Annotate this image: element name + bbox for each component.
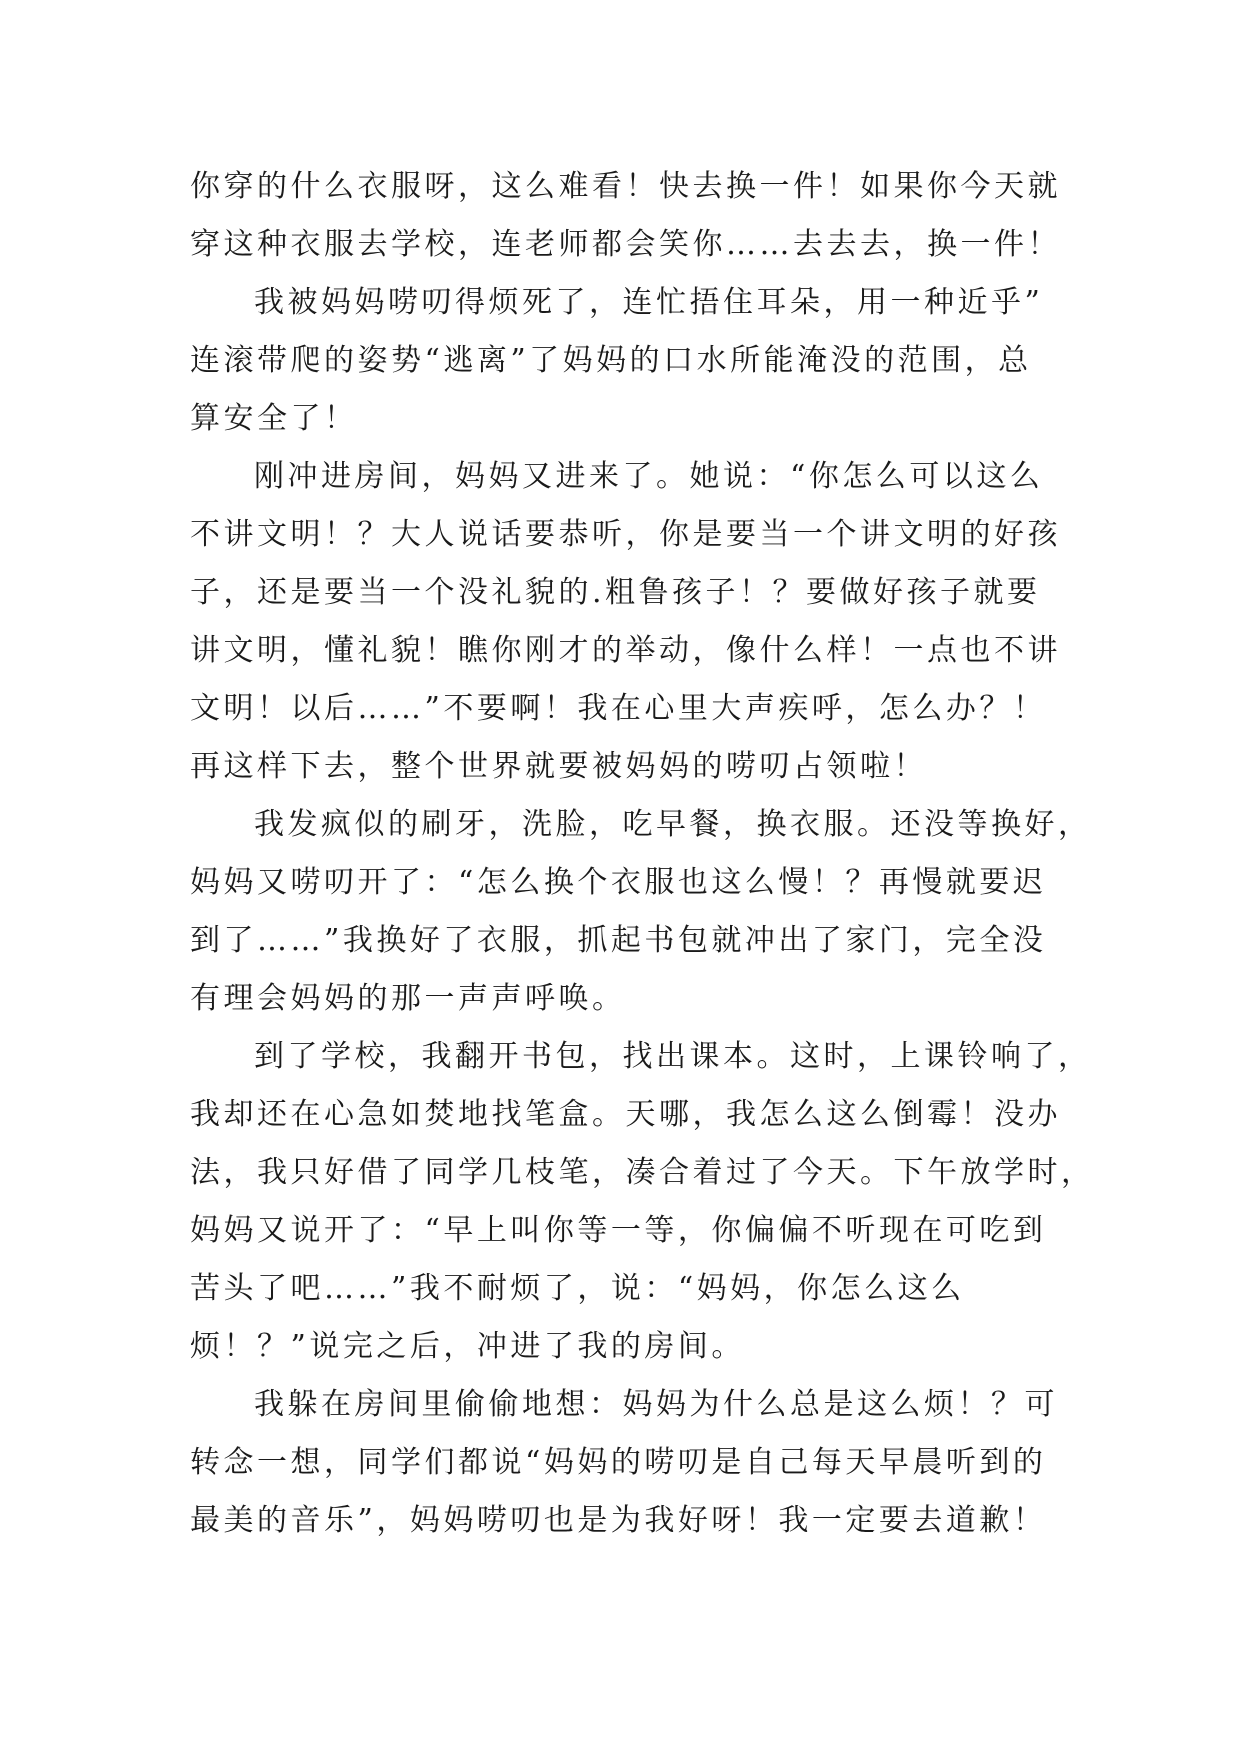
text-line: 苦头了吧……”我不耐烦了，说：“妈妈，你怎么这么 bbox=[190, 1271, 965, 1306]
text-line: 穿这种衣服去学校，连老师都会笑你……去去去，换一件！ bbox=[190, 227, 1061, 262]
paragraph-first-line: 我被妈妈唠叨得烦死了，连忙捂住耳朵，用一种近乎” bbox=[254, 285, 1044, 320]
text-line: 烦！？”说完之后，冲进了我的房间。 bbox=[190, 1329, 745, 1364]
text-line: 有理会妈妈的那一声声呼唤。 bbox=[190, 981, 626, 1016]
text-line: 到了……”我换好了衣服，抓起书包就冲出了家门，完全没 bbox=[190, 923, 1047, 958]
text-line: 你穿的什么衣服呀，这么难看！快去换一件！如果你今天就 bbox=[190, 169, 1061, 204]
paragraph-first-line: 刚冲进房间，妈妈又进来了。她说：“你怎么可以这么 bbox=[254, 459, 1044, 494]
text-line: 不讲文明！？大人说话要恭听，你是要当一个讲文明的好孩 bbox=[190, 517, 1061, 552]
text-line: 转念一想，同学们都说“妈妈的唠叨是自己每天早晨听到的 bbox=[190, 1445, 1047, 1480]
text-line: 讲文明，懂礼貌！瞧你刚才的举动，像什么样！一点也不讲 bbox=[190, 633, 1061, 668]
text-line: 法，我只好借了同学几枝笔，凑合着过了今天。下午放学时， bbox=[190, 1155, 1095, 1190]
paragraph-first-line: 我躲在房间里偷偷地想：妈妈为什么总是这么烦！？可 bbox=[254, 1387, 1058, 1422]
text-line: 连滚带爬的姿势“逃离”了妈妈的口水所能淹没的范围，总 bbox=[190, 343, 1032, 378]
text-line: 再这样下去，整个世界就要被妈妈的唠叨占领啦！ bbox=[190, 749, 927, 784]
text-line: 我却还在心急如焚地找笔盒。天哪，我怎么这么倒霉！没办 bbox=[190, 1097, 1061, 1132]
paragraph-first-line: 到了学校，我翻开书包，找出课本。这时，上课铃响了， bbox=[254, 1039, 1092, 1074]
text-line: 最美的音乐”，妈妈唠叨也是为我好呀！我一定要去道歉！ bbox=[190, 1503, 1047, 1538]
text-line: 算安全了！ bbox=[190, 401, 358, 436]
text-line: 文明！以后……”不要啊！我在心里大声疾呼，怎么办？！ bbox=[190, 691, 1047, 726]
essay-body bbox=[190, 158, 1095, 1550]
text-line: 妈妈又说开了：“早上叫你等一等，你偏偏不听现在可吃到 bbox=[190, 1213, 1047, 1248]
paragraph-first-line: 我发疯似的刷牙，洗脸，吃早餐，换衣服。还没等换好， bbox=[254, 807, 1092, 842]
text-line: 妈妈又唠叨开了：“怎么换个衣服也这么慢！？再慢就要迟 bbox=[190, 865, 1047, 900]
text-line: 子，还是要当一个没礼貌的.粗鲁孩子！？要做好孩子就要 bbox=[190, 575, 1041, 610]
